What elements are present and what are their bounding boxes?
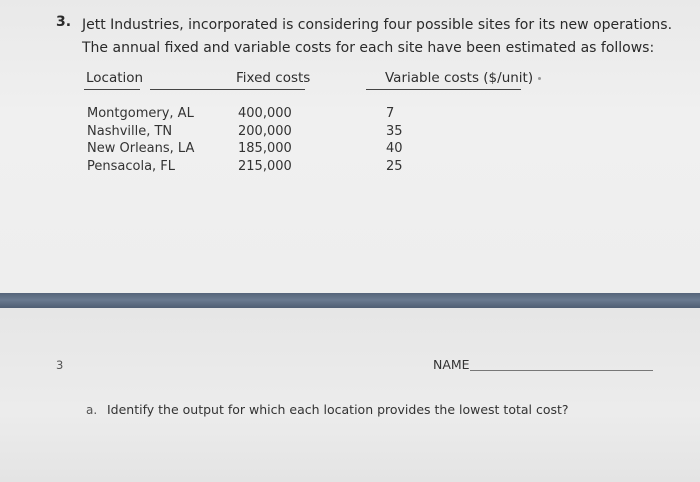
column-variable-costs bbox=[386, 105, 403, 175]
speck bbox=[538, 77, 541, 80]
cell-variable: 25 bbox=[386, 158, 403, 174]
cell-fixed: 400,000 bbox=[238, 106, 292, 121]
header-location: Location bbox=[86, 70, 144, 86]
page-divider bbox=[0, 293, 700, 308]
column-location bbox=[87, 105, 194, 175]
header-underline-location bbox=[84, 89, 140, 90]
cell-fixed: 200,000 bbox=[238, 123, 292, 139]
cell-location: New Orleans, LA bbox=[87, 141, 195, 156]
column-fixed-costs bbox=[238, 105, 292, 175]
page-number: 3 bbox=[56, 358, 64, 372]
question-number: 3. bbox=[56, 14, 72, 30]
name-field-line[interactable] bbox=[470, 370, 653, 371]
subquestion-letter: a. bbox=[86, 403, 98, 417]
cell-variable: 35 bbox=[386, 123, 403, 139]
cell-location: Nashville, TN bbox=[87, 123, 173, 139]
cell-location: Montgomery, AL bbox=[87, 106, 194, 121]
cell-location: Pensacola, FL bbox=[87, 158, 176, 174]
cell-variable: 40 bbox=[386, 141, 403, 156]
header-fixed-costs: Fixed costs bbox=[236, 70, 311, 86]
cell-variable: 7 bbox=[386, 106, 395, 121]
question-text: Jett Industries, incorporated is considering four possible sites for its new operations. The annual fixed and variable costs for each site have been estimated as follows: bbox=[82, 17, 673, 56]
cell-fixed: 215,000 bbox=[238, 158, 292, 174]
header-variable-costs: Variable costs ($/unit) bbox=[385, 70, 534, 86]
page-lower bbox=[0, 308, 700, 482]
header-underline-fixed bbox=[150, 89, 305, 90]
name-label: NAME bbox=[433, 357, 470, 372]
subquestion-text: Identify the output for which each location provides the lowest total cost? bbox=[107, 402, 569, 417]
cell-fixed: 185,000 bbox=[238, 141, 292, 156]
header-underline-variable bbox=[366, 89, 521, 90]
